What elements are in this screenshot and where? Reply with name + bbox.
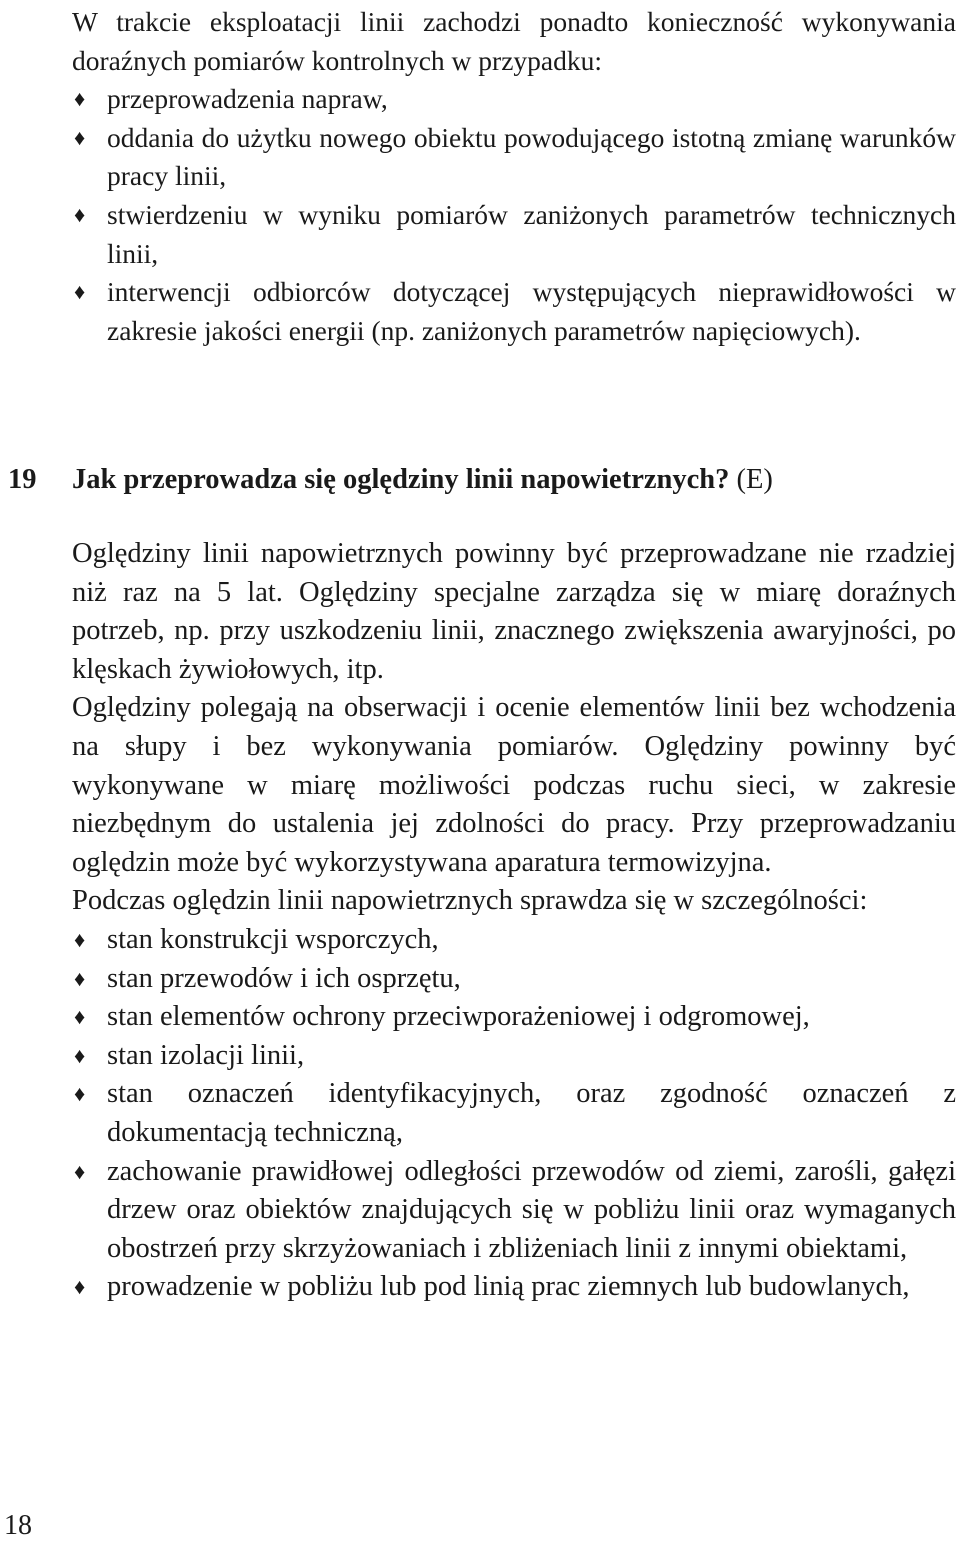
diamond-bullet-icon: ♦: [74, 86, 86, 112]
list-item-text: stan oznaczeń identyfikacyjnych, oraz zgodność oznaczeń z dokumentacją techniczną,: [107, 1078, 956, 1148]
diamond-bullet-icon: ♦: [74, 926, 86, 952]
list-item: [72, 1075, 956, 1152]
diamond-bullet-icon: ♦: [74, 1042, 86, 1068]
diamond-bullet-icon: ♦: [74, 1081, 86, 1107]
answer-section: [72, 535, 956, 1307]
diamond-bullet-icon: ♦: [74, 1004, 86, 1030]
list-item: [72, 1153, 956, 1269]
list-item-text: stwierdzeniu w wyniku pomiarów zaniżonych parametrów technicznych linii,: [107, 198, 956, 269]
list-item-text: zachowanie prawidłowej odległości przewodów od ziemi, zarośli, gałęzi drzew oraz obiektów znajdujących się w pobliżu linii oraz wymaganych obostrzeń przy skrzyżowaniach i zbliżeniach linii z innymi obiektami,: [107, 1155, 956, 1264]
list-item-text: przeprowadzenia napraw,: [107, 83, 388, 115]
list-item: [72, 80, 956, 119]
list-item: [72, 196, 956, 273]
list-item-text: oddania do użytku nowego obiektu powodującego istotną zmianę warunków pracy linii,: [107, 121, 956, 192]
list-item-text: interwencji odbiorców dotyczącej występujących nieprawidłowości w zakresie jakości energii (np. zaniżonych parametrów napięciowych).: [107, 276, 956, 346]
question-tag: (E): [736, 464, 773, 495]
list-item: [72, 921, 956, 960]
list-item: [72, 998, 956, 1037]
list-item-text: stan elementów ochrony przeciwporażeniowej i odgromowej,: [107, 1001, 810, 1033]
intro-section: [72, 3, 956, 350]
answer-paragraph: Oględziny linii napowietrznych powinny być przeprowadzane nie rzadziej niż raz na 5 lat. Oględziny specjalne zarządza się w miarę doraźnych potrzeb, np. przy uszkodzeniu linii, znacznego zwiększenia awaryjności, po klęskach żywiołowych, itp.: [72, 538, 956, 685]
diamond-bullet-icon: ♦: [74, 1274, 86, 1300]
list-item: [72, 960, 956, 999]
page-number: 18: [4, 1510, 32, 1541]
list-item: [72, 119, 956, 196]
intro-bullet-list: [72, 80, 956, 350]
intro-paragraph: W trakcie eksploatacji linii zachodzi ponadto konieczność wykonywania doraźnych pomiarów kontrolnych w przypadku:: [72, 6, 956, 76]
list-item: [72, 1268, 956, 1307]
list-item-text: stan konstrukcji wsporczych,: [107, 923, 439, 955]
diamond-bullet-icon: ♦: [74, 279, 86, 305]
list-item: [72, 273, 956, 350]
answer-bullet-list: [72, 921, 956, 1307]
question-title: Jak przeprowadza się oględziny linii napowietrznych?: [72, 464, 730, 495]
list-item-text: stan izolacji linii,: [107, 1039, 305, 1071]
diamond-bullet-icon: ♦: [74, 201, 86, 227]
diamond-bullet-icon: ♦: [74, 1158, 86, 1184]
list-item: [72, 1037, 956, 1076]
diamond-bullet-icon: ♦: [74, 124, 86, 150]
answer-paragraph: Podczas oględzin linii napowietrznych sprawdza się w szczególności:: [72, 885, 868, 917]
list-item-text: stan przewodów i ich osprzętu,: [107, 962, 461, 994]
list-item-text: prowadzenie w pobliżu lub pod linią prac ziemnych lub budowlanych,: [107, 1271, 910, 1303]
question-text: [72, 460, 773, 500]
diamond-bullet-icon: ♦: [74, 965, 86, 991]
question-number: 19: [8, 464, 37, 495]
answer-paragraph: Oględziny polegają na obserwacji i ocenie elementów linii bez wchodzenia na słupy i bez wykonywania pomiarów. Oględziny powinny być wykonywane w miarę możliwości podczas ruchu sieci, w zakresie niezbędnym do ustalenia jej zdolności do pracy. Przy przeprowadzaniu oględzin może być wykorzystywana aparatura termowizyjna.: [72, 692, 956, 878]
